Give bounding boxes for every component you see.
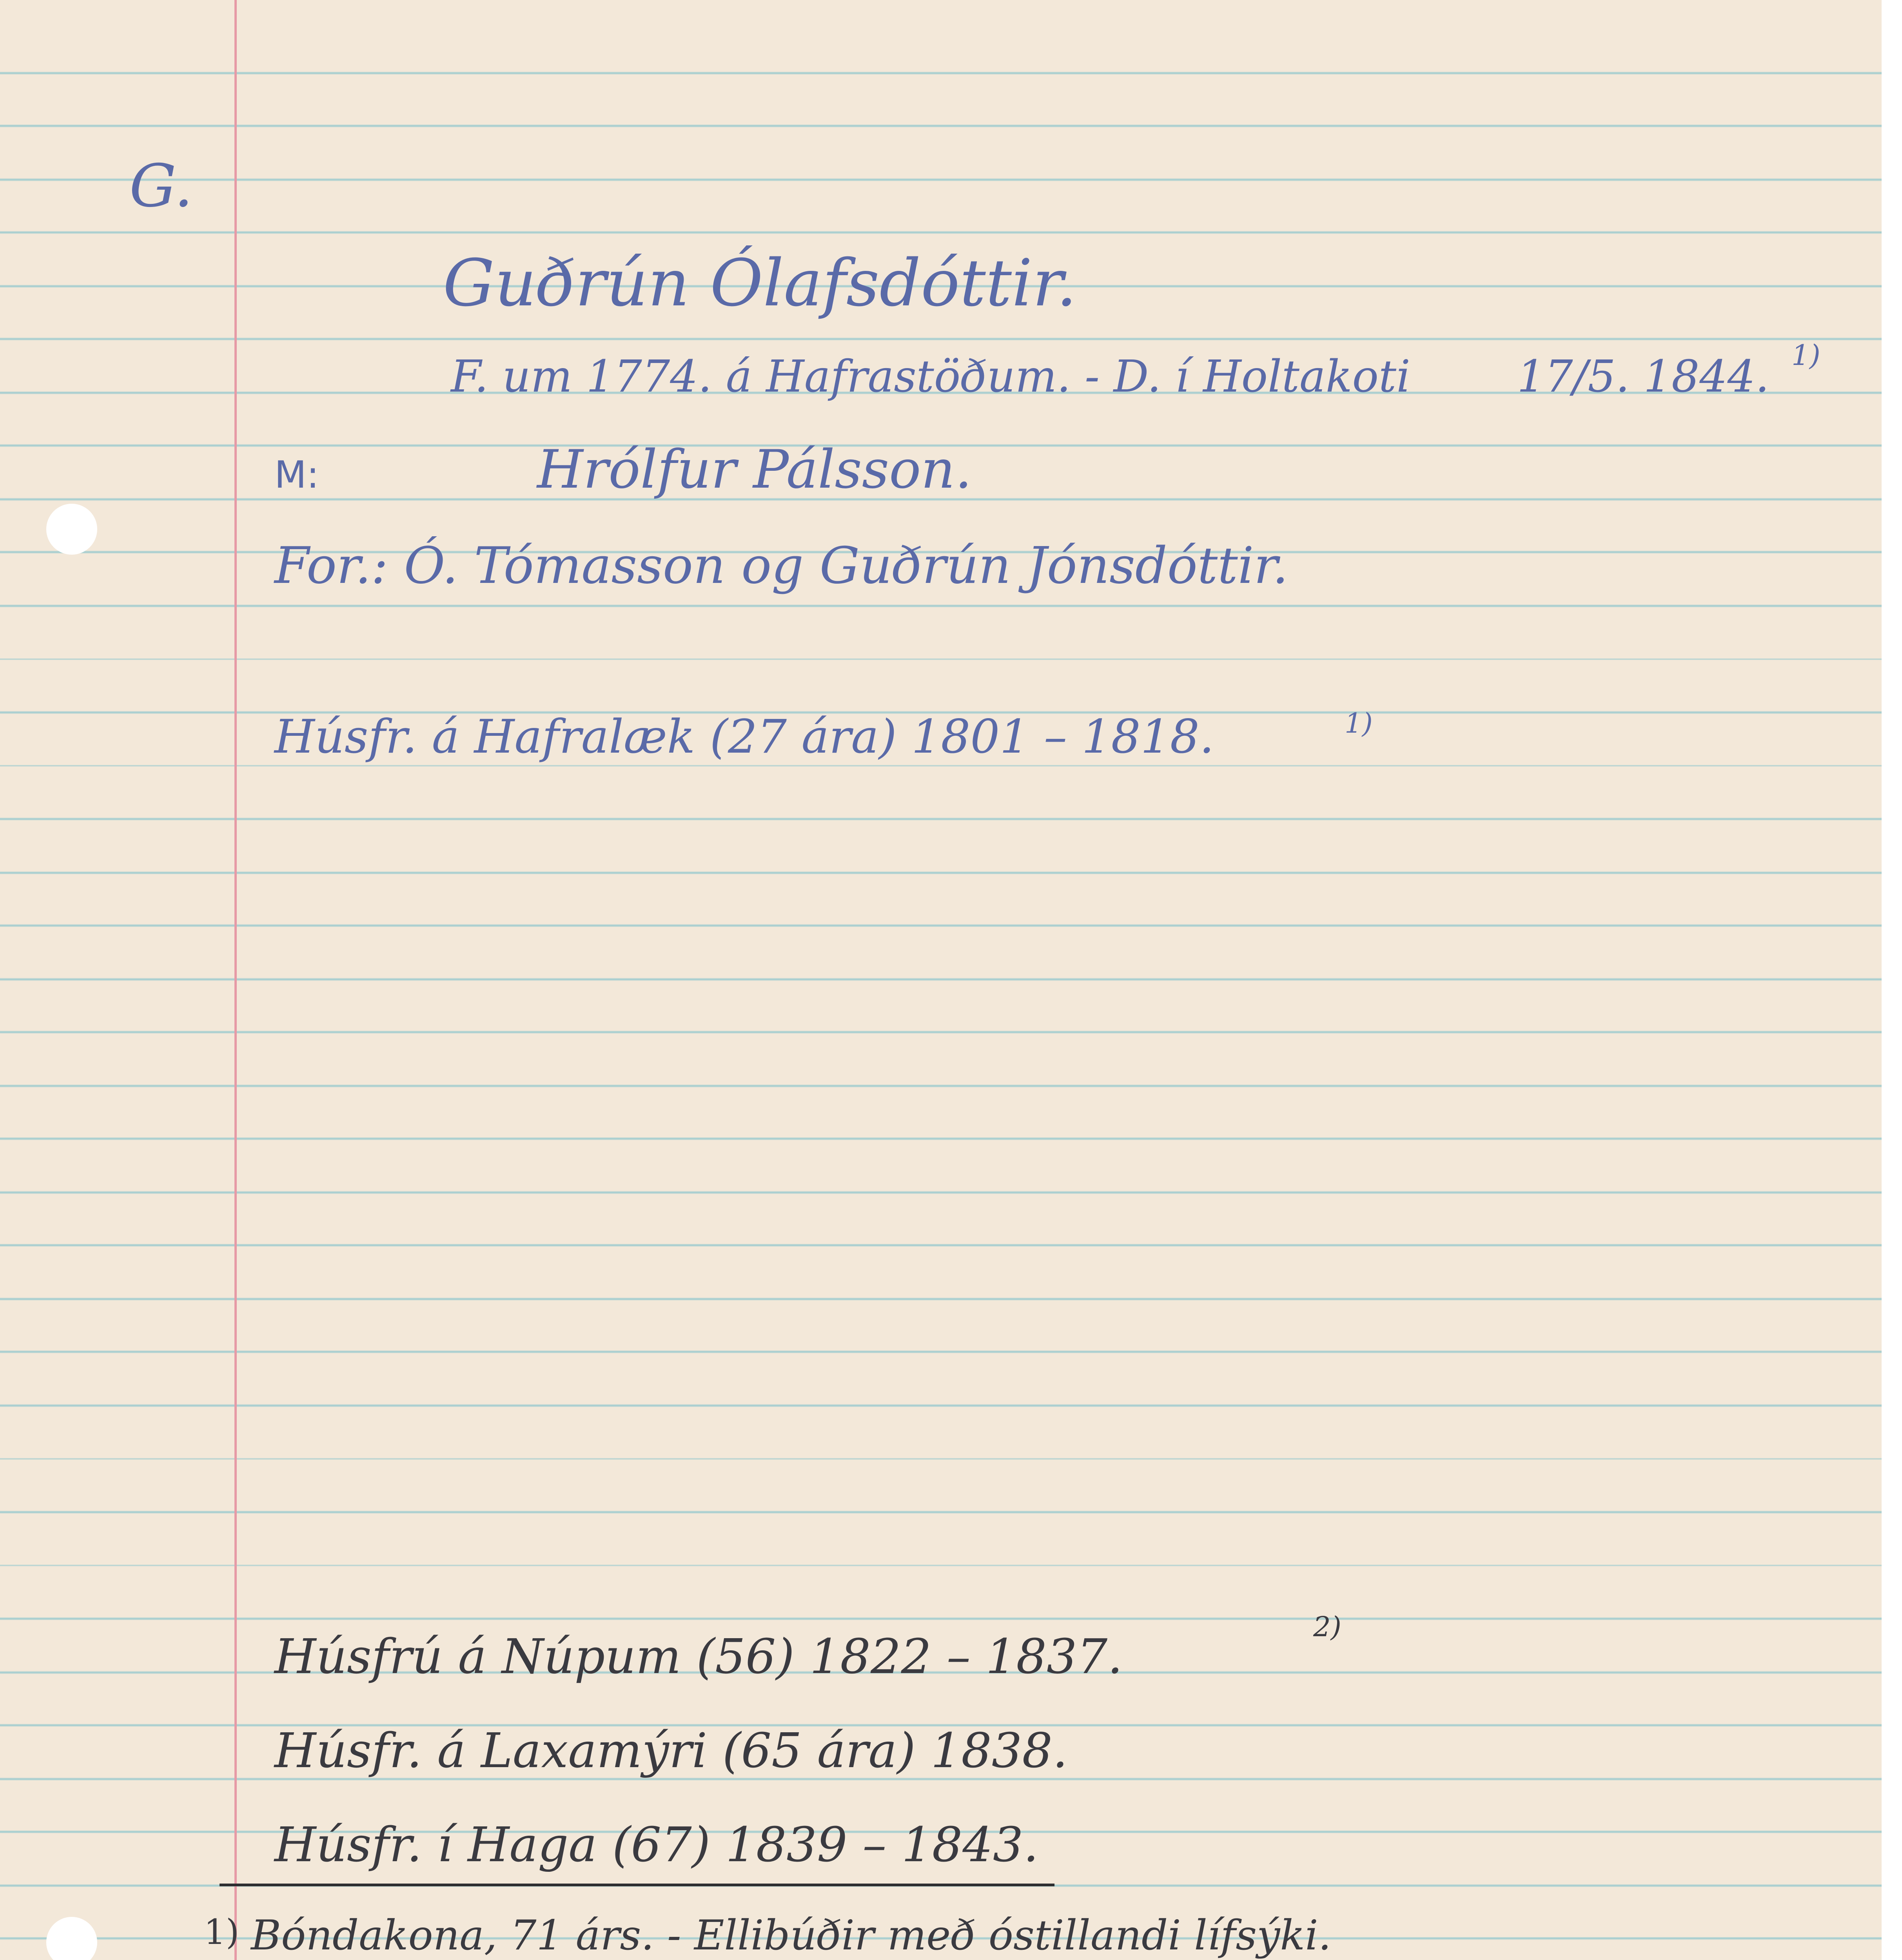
punch-hole-top: [46, 504, 97, 555]
residence-entry-3: Húsfr. á Laxamýri (65 ára) 1838.: [274, 1723, 1068, 1779]
death-footnote-ref: 1): [1791, 339, 1820, 372]
death-date: 17/5. 1844.: [1517, 351, 1770, 402]
residence-entry-1: Húsfr. á Hafralæk (27 ára) 1801 – 1818.: [274, 710, 1214, 764]
residence-entry-2: Húsfrú á Núpum (56) 1822 – 1837.: [274, 1629, 1123, 1684]
residence-entry-1-ref: 1): [1345, 707, 1373, 739]
spouse-name: Hrólfur Pálsson.: [537, 439, 972, 500]
footnote-1-number: 1): [204, 1912, 240, 1952]
margin-line: [234, 0, 237, 1960]
index-letter: G.: [129, 152, 193, 220]
residence-entry-2-ref: 2): [1313, 1611, 1341, 1643]
residence-entry-4: Húsfr. í Haga (67) 1839 – 1843.: [274, 1817, 1039, 1873]
footnote-rule-top: [220, 1884, 1054, 1886]
person-name: Guðrún Ólafsdóttir.: [443, 245, 1077, 321]
spouse-label: M:: [274, 454, 319, 497]
parents-line: For.: Ó. Tómasson og Guðrún Jónsdóttir.: [274, 537, 1289, 595]
footnote-1-text: Bóndakona, 71 árs. - Ellibúðir með óstillandi lífsýki.: [251, 1911, 1332, 1959]
birth-death-line: F. um 1774. á Hafrastöðum. - D. í Holtakoti: [451, 351, 1410, 402]
